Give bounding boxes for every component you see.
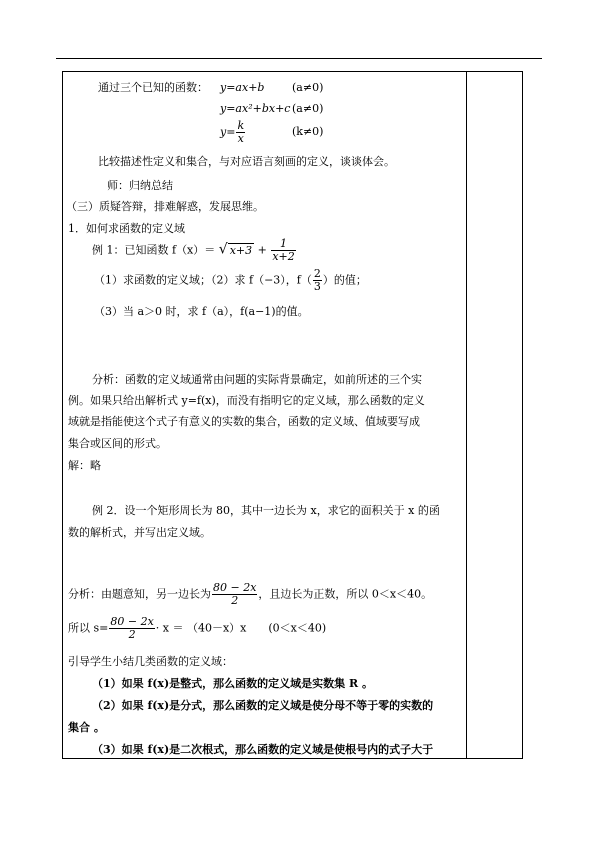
analysis-one-line-3: 域就是指能使这个式子有意义的实数的集合，函数的定义域、值域要写成 [68, 415, 420, 428]
condition-quadratic: (a≠0) [292, 102, 324, 115]
section-three-heading: （三）质疑答辩，排难解惑，发展思维。 [66, 200, 264, 213]
analysis-one-line-2: 例。如果只给出解析式 y=f(x)，而没有指明它的定义域，那么函数的定义 [68, 394, 425, 407]
rule-fraction-line-2: 集合 。 [68, 721, 105, 734]
guide-text: 引导学生小结几类函数的定义域： [68, 655, 233, 668]
header-rule [56, 58, 542, 59]
compare-text: 比较描述性定义和集合，与对应语言刻画的定义，谈谈体会。 [98, 155, 395, 168]
condition-linear: (a≠0) [292, 81, 324, 94]
intro-label: 通过三个已知的函数： [98, 81, 208, 94]
analysis-two-side-length: 分析：由题意知，另一边长为 $\frac{80 - 2x}{2}$ ，且边长为正数，所以 0＜x＜40。 [68, 581, 433, 607]
analysis-two-area: 所以 s= $\frac{80 - 2x}{2}$ · x ＝ （40－x）x (0＜x＜40) [68, 615, 327, 641]
formula-linear: y=ax+b [220, 81, 265, 94]
example-two-line-2: 数的解析式，并写出定义域。 [68, 526, 211, 539]
example-one-items: （1）求函数的定义域；（2）求 f（−3），f（ $\frac{2}{3}$ ）的值； [94, 267, 367, 293]
analysis-one-line-1: 分析：函数的定义域通常由问题的实际背景确定，如前所述的三个实 [92, 373, 422, 386]
example-two-line-1: 例 2．设一个矩形周长为 80，其中一边长为 x，求它的面积关于 x 的函 [92, 504, 440, 517]
example-one-function: 例 1：已知函数 f（x）＝ √ x+3 + $\frac{1}{x+2}$ [92, 237, 295, 263]
analysis-one-line-4: 集合或区间的形式。 [68, 437, 167, 450]
question-one: 1．如何求函数的定义域 [68, 222, 185, 235]
formula-quadratic: y=ax²+bx+c [220, 102, 291, 115]
example-one-item-three: （3）当 a＞0 时，求 f（a），f(a−1)的值。 [94, 305, 309, 318]
table-column-divider [466, 71, 467, 759]
rule-radical: （3）如果 f(x)是二次根式，那么函数的定义域是使根号内的式子大于 [92, 743, 434, 756]
formula-inverse: y= $\frac{k}{x}$ [220, 119, 245, 145]
answer-text: 解：略 [68, 459, 101, 472]
rule-polynomial: （1）如果 f(x)是整式，那么函数的定义域是实数集 R 。 [92, 677, 373, 690]
rule-fraction-line-1: （2）如果 f(x)是分式，那么函数的定义域是使分母不等于零的实数的 [92, 699, 434, 712]
teacher-summary: 师：归纳总结 [107, 179, 173, 192]
condition-inverse: (k≠0) [292, 125, 324, 138]
